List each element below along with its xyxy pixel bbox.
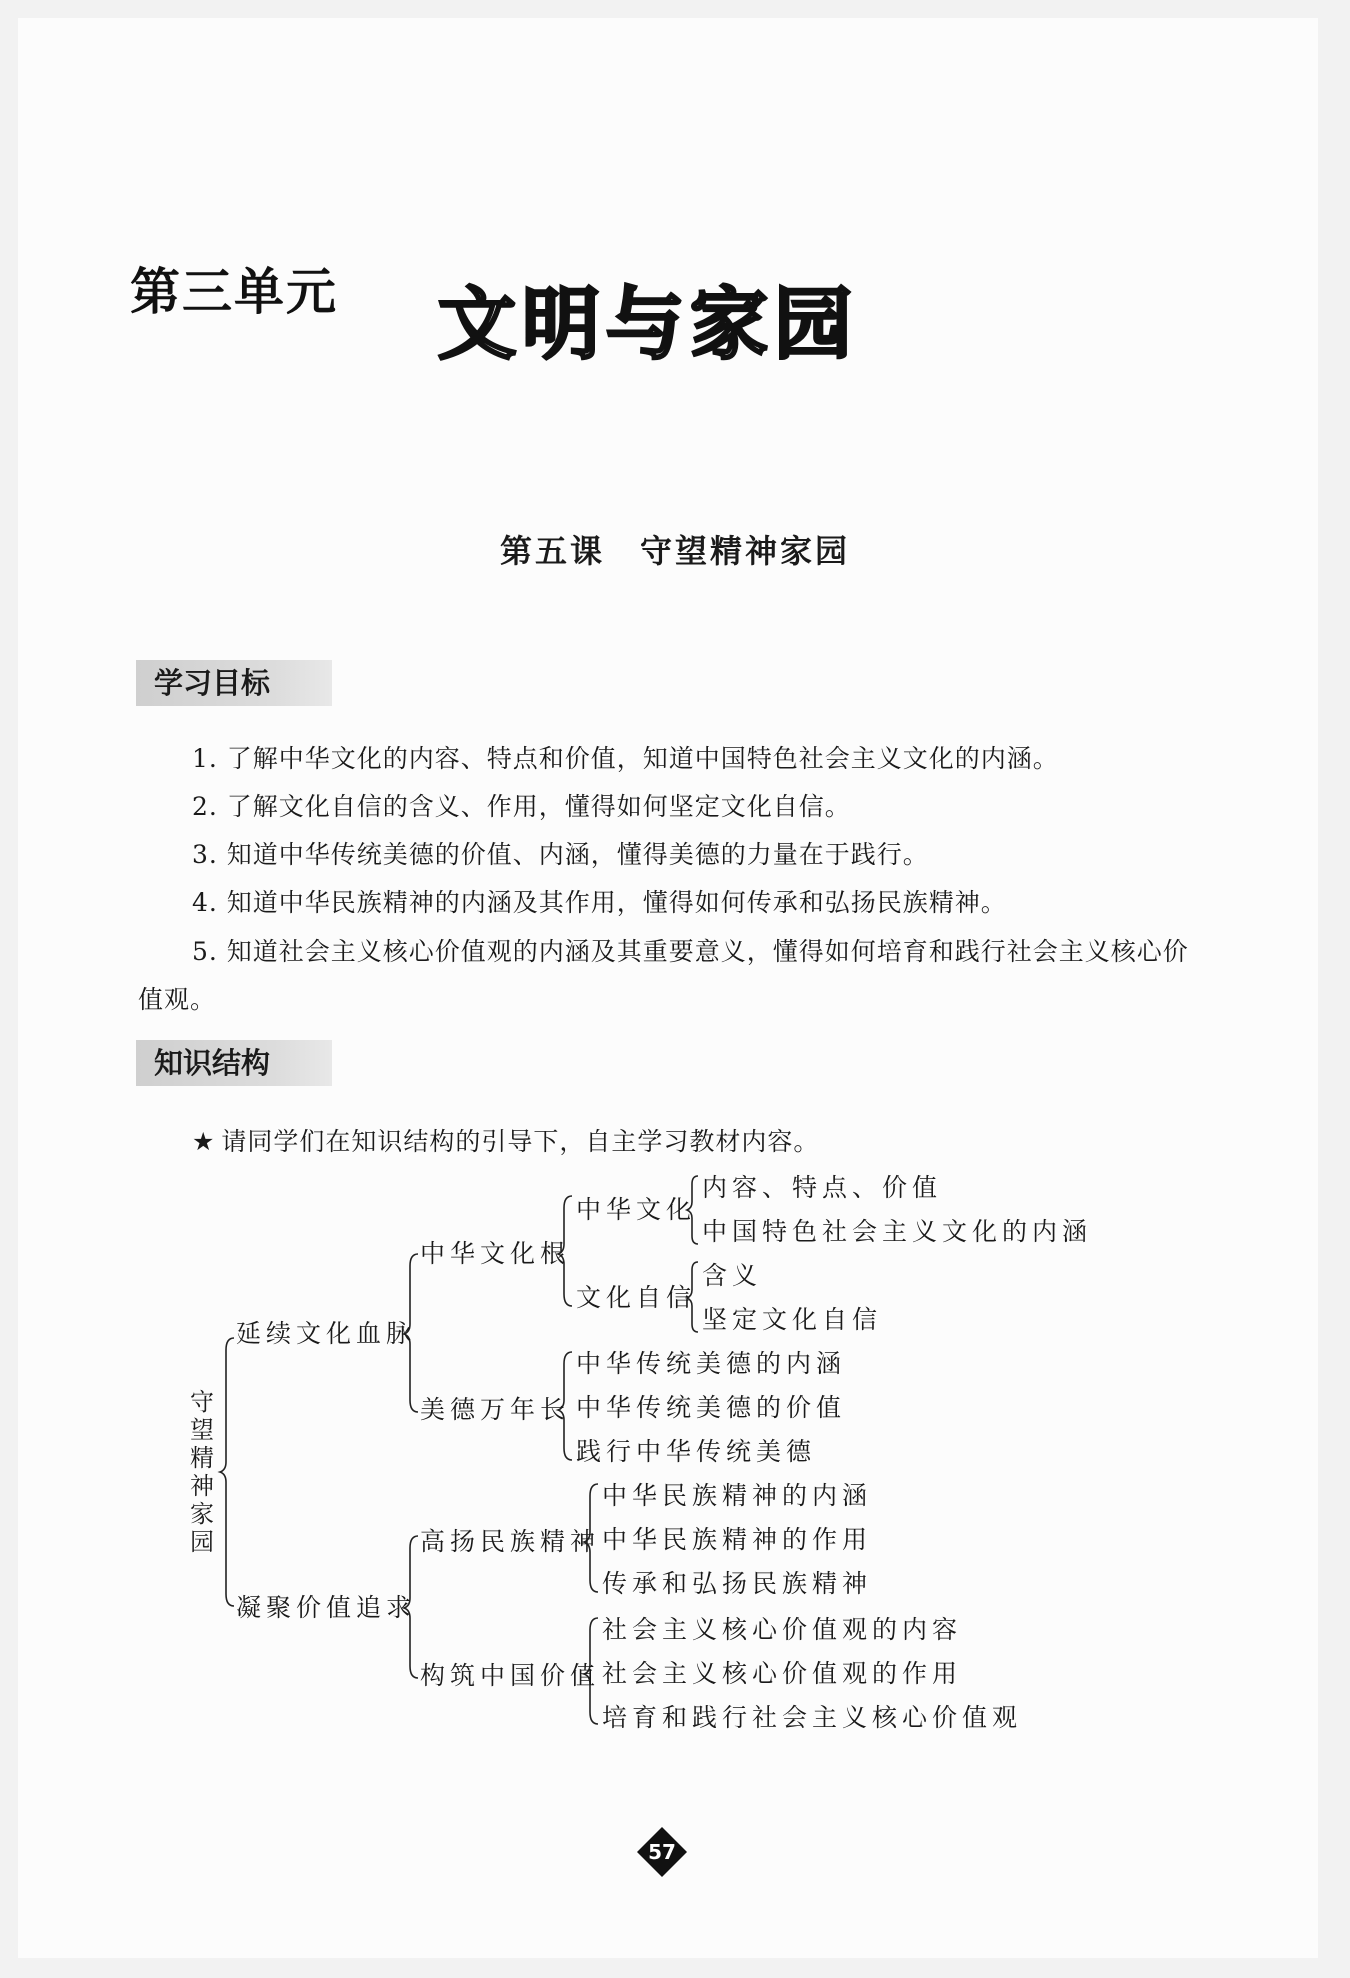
lesson-title: 第五课 守望精神家园 — [499, 532, 850, 570]
tree-leaf-values-3: 培育和践行社会主义核心价值观 — [602, 1703, 1023, 1732]
instruction-label: 请同学们在知识结构的引导下，自主学习教材内容。 — [221, 1127, 820, 1156]
tree-root-char-6: 园 — [190, 1528, 219, 1556]
tree-leaf-values-2: 社会主义核心价值观的作用 — [602, 1659, 963, 1688]
brace-root — [220, 1338, 234, 1606]
tree-root-char-4: 神 — [190, 1472, 219, 1500]
tree-root-char-5: 家 — [190, 1500, 219, 1528]
tree-root-char-2: 望 — [190, 1416, 219, 1444]
tree-l3-culture: 中华文化 — [576, 1195, 697, 1224]
tree-leaf-virtue-2: 中华传统美德的价值 — [576, 1393, 847, 1422]
tree-leaf-confidence-1: 含义 — [702, 1261, 763, 1290]
tree-leaf-culture-2: 中国特色社会主义文化的内涵 — [702, 1217, 1093, 1246]
star-icon: ★ — [192, 1127, 216, 1156]
objective-item-2: 2. 了解文化自信的含义、作用，懂得如何坚定文化自信。 — [192, 792, 851, 821]
objective-item-3: 3. 知道中华传统美德的价值、内涵，懂得美德的力量在于践行。 — [192, 840, 929, 869]
tree-l2-chinavalue: 构筑中国价值 — [420, 1661, 601, 1690]
objective-item-1: 1. 了解中华文化的内容、特点和价值，知道中国特色社会主义文化的内涵。 — [192, 744, 1059, 773]
unit-title: 文明与家园 — [438, 280, 859, 370]
tree-leaf-spirit-3: 传承和弘扬民族精神 — [602, 1569, 873, 1598]
unit-label: 第三单元 — [130, 263, 338, 321]
page-number: 57 — [648, 1840, 676, 1864]
objectives-heading: 学习目标 — [136, 660, 332, 706]
tree-leaf-spirit-1: 中华民族精神的内涵 — [602, 1481, 873, 1510]
tree-l2-spirit: 高扬民族精神 — [420, 1527, 601, 1556]
tree-l1-values: 凝聚价值追求 — [236, 1593, 417, 1622]
tree-l2-virtue: 美德万年长 — [420, 1395, 571, 1424]
tree-l1-culture: 延续文化血脉 — [236, 1319, 417, 1348]
tree-leaf-confidence-2: 坚定文化自信 — [702, 1305, 883, 1334]
tree-leaf-virtue-3: 践行中华传统美德 — [576, 1437, 817, 1466]
tree-root-char-1: 守 — [190, 1388, 219, 1416]
tree-leaf-virtue-1: 中华传统美德的内涵 — [576, 1349, 847, 1378]
tree-root-char-3: 精 — [190, 1444, 219, 1472]
tree-l3-confidence: 文化自信 — [576, 1283, 697, 1312]
structure-heading: 知识结构 — [136, 1040, 332, 1086]
tree-leaf-spirit-2: 中华民族精神的作用 — [602, 1525, 873, 1554]
objective-item-5: 5. 知道社会主义核心价值观的内涵及其重要意义，懂得如何培育和践行社会主义核心价值观。 — [138, 937, 1189, 1014]
tree-l2-culture-root: 中华文化根 — [420, 1239, 571, 1268]
tree-leaf-values-1: 社会主义核心价值观的内容 — [602, 1615, 963, 1644]
tree-leaf-culture-1: 内容、特点、价值 — [702, 1173, 943, 1202]
objective-item-4: 4. 知道中华民族精神的内涵及其作用，懂得如何传承和弘扬民族精神。 — [192, 888, 1007, 917]
